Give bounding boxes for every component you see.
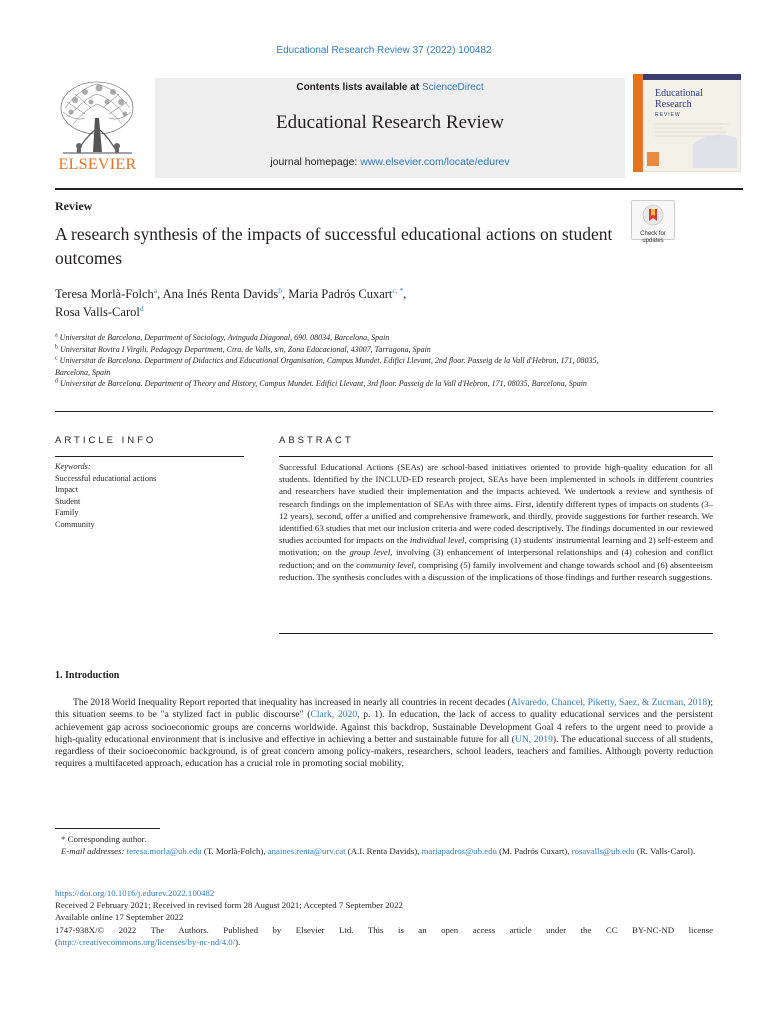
affiliation-item: $^c$ Universitat de Barcelona. Department of Didactics and Educational Organisation, Campus Mundet. Edifici Llevant, 2nd floor. Passeig de la Vall d'Hebron, 171, 08035, Barcelona, Spain — [55, 355, 599, 377]
journal-cover-thumbnail[interactable] — [633, 74, 741, 172]
keyword: Family — [55, 508, 79, 518]
footnotes — [55, 833, 713, 857]
cover-title-line3: REVIEW — [655, 112, 681, 118]
abstract-text: Successful Educational Actions (SEAs) are school-based initiatives oriented to provide high-quality education for all students. Identified by the INCLUD-ED research project, SEAs have been implemented in schools in different countries and researchers have studied their implementation and the impacts achieved. We undertook a review and synthesis of research findings on the implementation of SEAs with three aims. First, identify different types of impacts on students (3–12 years), second, offer a unified and comprehensive framework, and thirdly, provide suggestions for further research. We identified 63 studies that met our inclusion criteria and were coded descriptively. The findings documented in our reviewed studies accounted for impacts on the individual level, comprising (1) students' instrumental learning and 2) self-esteem and motivation; on the group level, involving (3) enhancement of interpersonal relationships and (4) cohesion and conflict reduction; and on the community level, comprising (5) family involvement and change towards school and (6) absenteeism reduction. The synthesis concludes with a discussion of the implications of those findings and further research suggestions. — [279, 462, 714, 582]
keyword: Student — [55, 496, 81, 506]
abstract-rule — [279, 456, 713, 457]
publication-info — [55, 887, 713, 948]
sciencedirect-link[interactable]: ScienceDirect — [421, 82, 484, 93]
elsevier-wordmark: ELSEVIER — [58, 156, 137, 173]
license-statement: 1747-938X/© 2022 The Authors. Published by Elsevier Ltd. This is an open access article under the CC BY-NC-ND license — [55, 924, 713, 935]
article-info-heading: ARTICLE INFO — [55, 435, 157, 446]
affiliation-item: $^a$ Universitat de Barcelona, Department of Sociology, Avinguda Diagonal, 690. 08034, Barcelona, Spain — [55, 332, 390, 342]
abstract-bottom-rule — [279, 633, 713, 634]
affiliation-item: $^d$ Universitat de Barcelona. Department of Theory and History, Campus Mundet. Edifici Llevant, 3rd floor. Passeig de la Vall d'Hebron, 171, 08035, Barcelona, Spain — [55, 378, 587, 388]
citation-link[interactable]: UN, 2019 — [514, 733, 553, 745]
check-updates-line2: updates — [642, 237, 664, 244]
author: Teresa Morlà-Folch$^a$, — [55, 285, 163, 301]
author-affiliation-marker[interactable]: b — [278, 285, 283, 295]
abstract-heading: ABSTRACT — [279, 435, 354, 446]
keywords-label: Keywords: — [55, 462, 91, 471]
email-link[interactable]: teresa.morla@ub.edu — [126, 846, 202, 857]
journal-title: Educational Research Review — [276, 112, 504, 133]
check-for-updates-badge[interactable] — [631, 200, 675, 244]
available-online: Available online 17 September 2022 — [55, 912, 184, 923]
homepage-line — [155, 156, 625, 168]
keywords-block — [55, 461, 245, 531]
cover-title-line1: Educational — [655, 88, 703, 99]
keyword: Impact — [55, 485, 79, 495]
bookmark-icon — [642, 204, 664, 226]
journal-homepage-link[interactable]: www.elsevier.com/locate/edurev — [360, 156, 510, 168]
contents-line — [155, 82, 625, 93]
check-updates-line1: Check for — [640, 231, 666, 237]
footnote-rule — [55, 828, 160, 829]
license-link[interactable]: http://creativecommons.org/licenses/by-nc-nd/4.0/ — [57, 936, 236, 947]
citation-link[interactable]: Clark, 2020 — [310, 709, 358, 721]
author-affiliation-marker[interactable]: a — [153, 285, 158, 295]
cover-title-line2: Research — [655, 99, 692, 110]
email-link[interactable]: mariapadros@ub.edu — [421, 846, 497, 857]
email-link[interactable]: rosavalls@ub.edu — [571, 846, 635, 857]
section-heading-introduction: 1. Introduction — [55, 670, 120, 681]
email-link[interactable]: anaines.renta@urv.cat — [267, 846, 346, 857]
article-title: A research synthesis of the impacts of successful educational actions on student outcomes — [55, 224, 613, 268]
affiliation-rule — [55, 411, 713, 412]
corresponding-author-note: * Corresponding author. — [61, 834, 147, 844]
masthead-banner — [155, 78, 625, 178]
doi-link[interactable]: https://doi.org/10.1016/j.edurev.2022.100482 — [55, 888, 215, 898]
citation-link[interactable]: Alvaredo, Chancel, Piketty, Saez, & Zucman, 2018 — [510, 697, 708, 708]
article-type: Review — [55, 199, 93, 213]
homepage-prefix: journal homepage: — [270, 156, 361, 168]
article-info-rule — [55, 456, 244, 457]
email-addresses: E-mail addresses: teresa.morla@ub.edu (T. Morlà-Folch), anaines.renta@urv.cat (A.I. Renta Davids), mariapadros@ub.edu (M. Padrós Cuxart), rosavalls@ub.edu (R. Valls-Carol). — [61, 846, 696, 857]
journal-citation[interactable]: Educational Research Review 37 (2022) 100482 — [276, 45, 492, 56]
affiliation-item: $^b$ Universitat Rovira I Virgili. Pedagogy Department, Ctra. de Valls, s/n, Zona Educacional, 43007, Tarragona, Spain — [55, 343, 431, 354]
masthead — [55, 78, 743, 186]
contents-prefix: Contents lists available at — [296, 82, 422, 93]
license-url-line: (http://creativecommons.org/licenses/by-nc-nd/4.0/). — [55, 936, 241, 947]
introduction-paragraph: The 2018 World Inequality Report reported that inequality has increased in nearly all countries in recent decades (Alvaredo, Chancel, Piketty, Saez, & Zucman, 2018); this situation seems to be "a stylized fact in public discourse" (Clark, 2020, p. 1). In education, the lack of access to quality educational services and the persistent achievement gap across socioeconomic groups are concerns worldwide. Against this backdrop, Sustainable Development Goal 4 refers to the urgent need to provide a high-quality educational environment that is inclusive and effective in achieving a better and sustainable future for all (UN, 2019). The educational success of all students, regardless of their socioeconomic background, is of great concern among policy-makers, researchers, school leaders, teachers and families. Although poverty reduction requires a multifaceted approach, education has a crucial role in promoting social mobility, — [55, 697, 713, 770]
author-affiliation-marker[interactable]: c, * — [392, 285, 404, 295]
author-list — [55, 285, 655, 321]
received-dates: Received 2 February 2021; Received in revised form 28 August 2021; Accepted 7 September 2022 — [55, 900, 403, 911]
author: Ana Inés Renta Davids$^b$, — [162, 285, 289, 301]
author-affiliation-marker[interactable]: d — [139, 303, 144, 313]
masthead-rule — [55, 188, 743, 190]
keyword: Community — [55, 519, 95, 529]
author: Rosa Valls-Carol$^d$ — [55, 303, 144, 319]
affiliation-list — [55, 332, 615, 390]
keyword: Successful educational actions — [55, 473, 157, 483]
author: Maria Padrós Cuxart$^{c, *}$, — [288, 285, 407, 301]
